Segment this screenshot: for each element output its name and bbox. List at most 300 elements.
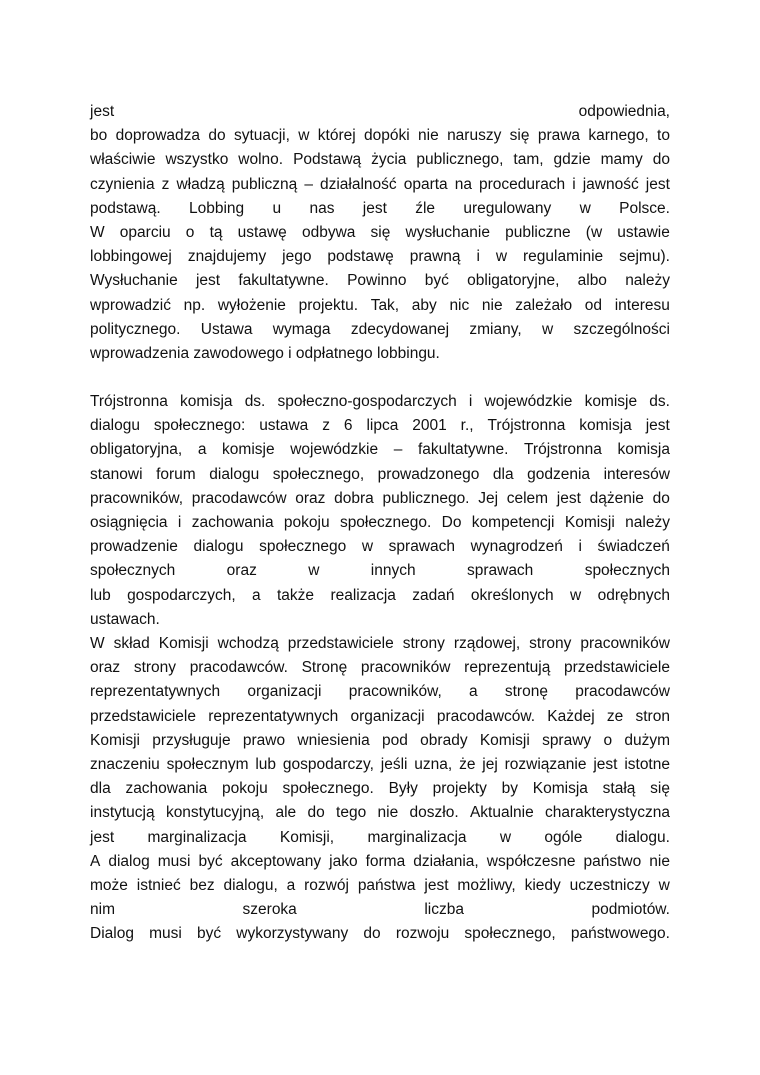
text-line [90, 438, 670, 462]
word: ze [606, 707, 624, 725]
word: i [468, 393, 473, 410]
text-line [90, 559, 670, 583]
word: oraz [90, 659, 121, 677]
word: należy [625, 272, 670, 290]
word: ustawa [259, 417, 309, 435]
word: bo [90, 127, 108, 145]
word: ale [275, 804, 297, 822]
word: podstawę [327, 248, 394, 266]
word: ustawie [617, 224, 670, 241]
word: się [370, 224, 391, 241]
word: oraz [226, 562, 257, 580]
word: jest [362, 199, 387, 217]
word: określonych [470, 586, 554, 604]
text-line [90, 680, 670, 704]
word: komisja [617, 441, 670, 459]
word: rozwój [304, 877, 349, 894]
word: państwo [583, 852, 642, 870]
word: sprawach [388, 538, 455, 556]
word: wprowadzić [90, 296, 171, 314]
word: pracowników, [348, 683, 442, 701]
word: a [197, 441, 207, 459]
word: kompetencji [471, 514, 555, 531]
word: jest [645, 417, 670, 435]
word: komisja [179, 393, 233, 410]
word: gospodarczych, [127, 586, 236, 604]
word: dialog [108, 852, 150, 870]
word: strony [529, 635, 572, 652]
text-line [90, 826, 670, 850]
text-line [90, 245, 670, 269]
word: w [308, 562, 320, 580]
word: Jej [478, 489, 499, 507]
word: dialogu [90, 417, 140, 435]
word: lub [255, 756, 277, 773]
word: wszystko [165, 151, 229, 169]
word: Powinno [347, 272, 407, 290]
word: o [603, 731, 613, 749]
word: znaczeniu [90, 756, 160, 773]
word: komisje [584, 393, 638, 410]
word: publiczne [505, 224, 571, 241]
word: reprezentują [464, 659, 551, 677]
word: Wysłuchanie [90, 272, 178, 290]
word: prawa [537, 127, 581, 145]
word: być [424, 272, 449, 290]
text-line [90, 173, 670, 197]
word: 6 [343, 417, 353, 435]
word: wysłuchanie [405, 224, 490, 241]
word: możliwy, [457, 877, 516, 894]
word: zdecydowanej [350, 320, 450, 338]
word: znajdujemy [187, 248, 267, 266]
text-line [90, 632, 670, 656]
word: się [650, 780, 670, 798]
word: Do [441, 514, 462, 531]
word: działalność [319, 175, 397, 193]
word: zmiany, [469, 320, 522, 338]
word: przedstawiciele [90, 707, 196, 725]
word: w [361, 538, 374, 556]
word: doprowadza [115, 127, 201, 145]
word: mamy [600, 151, 643, 169]
word: projekty [432, 780, 487, 798]
word: dopóki [364, 127, 410, 145]
word: społecznego, [272, 465, 365, 483]
word: zachowania [191, 514, 274, 531]
word: 2001 [412, 417, 447, 435]
word: w [541, 320, 554, 338]
word: dążenie [589, 489, 644, 507]
word: istnieć [136, 877, 181, 894]
text-line [90, 898, 670, 922]
word: przedstawiciele [564, 659, 670, 677]
text-line [90, 318, 670, 342]
text-line [90, 801, 670, 825]
word: wprowadzenia zawodowego i odpłatnego lobbingu. [90, 345, 440, 362]
text-line [90, 705, 670, 729]
word: dialogu [209, 465, 260, 483]
word: stron [635, 707, 670, 725]
word: sytuacji, [233, 127, 290, 145]
text-line [90, 294, 670, 318]
word: się [509, 127, 530, 145]
word: gdzie [553, 151, 591, 169]
text-line [90, 777, 670, 801]
word: jest [645, 175, 670, 193]
text-line [90, 221, 670, 245]
word: W [90, 635, 105, 652]
word: – [304, 175, 313, 193]
word: wymaga [272, 320, 331, 338]
word: stałą [602, 780, 636, 798]
word: czynienia [90, 175, 155, 193]
word: dobra [334, 489, 374, 507]
word: naruszy [447, 127, 502, 145]
word: państwa [357, 877, 416, 894]
word: nas [309, 199, 335, 217]
word: władzą [176, 175, 225, 193]
word: nie [481, 296, 503, 314]
text-line [90, 390, 670, 414]
word: jako [329, 852, 358, 870]
word: być [198, 852, 223, 870]
word: bez [189, 877, 215, 894]
word: dialogu. [615, 828, 670, 846]
word: uzna, [414, 756, 453, 773]
word: dialogu, [223, 877, 278, 894]
word: jest [90, 103, 115, 120]
text-line [90, 656, 670, 680]
word: Stronę [301, 659, 348, 677]
word: właściwie [90, 151, 156, 169]
word: jawność [582, 175, 639, 193]
word: komisja [579, 417, 632, 435]
word: dla [90, 780, 111, 798]
word: społecznego, [464, 925, 556, 943]
word: jego [282, 248, 312, 266]
word: ustawach. [90, 610, 160, 628]
text-line [90, 753, 670, 777]
word: społeczno-gospodarczych [277, 393, 457, 410]
word: od [584, 296, 603, 314]
word: uregulowany [463, 199, 552, 217]
word: pracodawców [191, 489, 287, 507]
word: Tak, [370, 296, 400, 314]
word: pracowników [580, 635, 670, 652]
word: dla [492, 465, 514, 483]
word: do [307, 804, 325, 822]
word: innych [370, 562, 416, 580]
word: a [469, 683, 478, 701]
word: np. [183, 296, 206, 314]
word: w [298, 127, 310, 145]
word: komisje [222, 441, 275, 459]
word: realizacja [330, 586, 396, 604]
word: i [572, 175, 576, 193]
word: publicznego, [416, 151, 504, 169]
text-line [90, 922, 670, 946]
word: której [317, 127, 356, 145]
word: Aktualnie [469, 804, 534, 822]
word: – [393, 441, 403, 459]
word: pracodawców. [189, 659, 288, 677]
text-line [90, 511, 670, 535]
word: jeśli [380, 756, 408, 773]
word: W [90, 224, 105, 241]
word: wniesienia [297, 731, 370, 749]
word: Komisji [158, 635, 209, 652]
word: wojewódzkie [484, 393, 573, 410]
word: pokoju [222, 780, 268, 798]
word: Trójstronna [487, 417, 566, 435]
word: podstawą. [90, 199, 161, 217]
word: procedurach [479, 175, 566, 193]
word: ustawę [237, 224, 287, 241]
word: lub [90, 586, 111, 604]
word: regulaminie [523, 248, 604, 266]
word: wynagrodzeń [470, 538, 563, 556]
word: (w [585, 224, 603, 241]
word: forma [365, 852, 406, 870]
word: uczestniczy [569, 877, 650, 894]
word: sprawy [542, 731, 592, 749]
word: wolno. [238, 151, 284, 169]
word: marginalizacja [147, 828, 247, 846]
word: pod [382, 731, 408, 749]
word: jest [593, 756, 618, 773]
word: lobbingowej [90, 248, 172, 266]
word: Każdej [547, 707, 595, 725]
word: to [657, 127, 670, 145]
word: społecznych [584, 562, 670, 580]
word: aby [411, 296, 437, 314]
word: tego [336, 804, 367, 822]
word: i [177, 514, 182, 531]
word: osiągnięcia [90, 514, 168, 531]
word: być [197, 925, 222, 943]
word: na [454, 175, 472, 193]
word: strony [133, 659, 177, 677]
word: także [277, 586, 315, 604]
word: jest [424, 877, 449, 894]
word: społecznego. [339, 514, 432, 531]
word: społecznego. [282, 780, 374, 798]
text-line [90, 269, 670, 293]
word: stronę [504, 683, 548, 701]
word: należy [625, 514, 670, 531]
word: reprezentatywnych [90, 683, 221, 701]
word: Komisji [479, 731, 530, 749]
word: do [652, 151, 670, 169]
word: odpowiednia, [578, 103, 670, 120]
word: Były [388, 780, 418, 798]
word: musi [149, 925, 182, 943]
word: do [652, 489, 670, 507]
word: fakultatywne. [238, 272, 329, 290]
word: celem [506, 489, 549, 507]
word: nic [449, 296, 470, 314]
text-line [90, 197, 670, 221]
word: godzenia [527, 465, 591, 483]
word: strony [402, 635, 445, 652]
word: reprezentatywnych [208, 707, 339, 725]
word: nie [418, 127, 439, 145]
word: nie [649, 852, 670, 870]
word: prowadzenie [90, 538, 178, 556]
word: odrębnych [597, 586, 670, 604]
word: ogóle [544, 828, 583, 846]
word: publicznego. [382, 489, 470, 507]
word: wojewódzkie [290, 441, 379, 459]
word: rządowej, [453, 635, 521, 652]
word: Polsce. [619, 199, 670, 217]
word: marginalizacja [367, 828, 467, 846]
word: publiczną [231, 175, 298, 193]
word: społecznego [259, 538, 347, 556]
word: zachowania [125, 780, 208, 798]
word: wchodzą [217, 635, 279, 652]
word: gospodarczy, [282, 756, 374, 773]
word: jest [195, 272, 221, 290]
word: u [272, 199, 282, 217]
word: organizacji [247, 683, 322, 701]
word: musi [157, 852, 191, 870]
word: akceptowany [230, 852, 322, 870]
word: w [579, 199, 591, 217]
text-line [90, 584, 670, 608]
word: a [252, 586, 261, 604]
word: w [658, 877, 670, 894]
word: Komisji [90, 731, 140, 749]
word: pracodawców. [436, 707, 536, 725]
word: lipca [366, 417, 399, 435]
word: wykorzystywany [236, 925, 349, 943]
word: do [208, 127, 226, 145]
word: politycznego. [90, 320, 181, 338]
word: oparciu [119, 224, 171, 241]
word: Ustawa [200, 320, 253, 338]
text-line [90, 874, 670, 898]
text-line [90, 535, 670, 559]
word: obligatoryjne, [467, 272, 560, 290]
word: dużym [624, 731, 670, 749]
word: że [459, 756, 476, 773]
word: pokoju [283, 514, 330, 531]
word: zadań [412, 586, 455, 604]
word: szeroka [242, 901, 297, 919]
word: albo [577, 272, 607, 290]
word: jest [90, 828, 115, 846]
word: obligatoryjna, [90, 441, 183, 459]
word: ds. [244, 393, 266, 410]
text-line [90, 414, 670, 438]
word: społecznych [90, 562, 176, 580]
word: świadczeń [597, 538, 670, 556]
text-line [90, 608, 670, 632]
word: nim [90, 901, 115, 919]
word: forum [156, 465, 196, 483]
word: oparta [403, 175, 448, 193]
word: z [322, 417, 330, 435]
word: wyłożenie [217, 296, 286, 314]
word: by [501, 780, 519, 798]
word: prowadzonego [377, 465, 480, 483]
word: doszło. [409, 804, 459, 822]
word: interesów [603, 465, 670, 483]
word: w [570, 586, 582, 604]
word: o [185, 224, 195, 241]
word: pracowników, [90, 489, 184, 507]
word: skład [113, 635, 150, 652]
word: w [495, 248, 508, 266]
word: nie [377, 804, 399, 822]
text-line [90, 124, 670, 148]
word: w [499, 828, 512, 846]
word: Podstawą [293, 151, 362, 169]
word: a [286, 877, 296, 894]
word: Komisji [564, 514, 615, 531]
text-line [90, 100, 670, 124]
word: sprawach [466, 562, 534, 580]
word: prawo [242, 731, 286, 749]
word: rozwoju [395, 925, 450, 943]
word: źle [415, 199, 436, 217]
word: jej [482, 756, 498, 773]
word: z [161, 175, 170, 193]
word: i [476, 248, 480, 266]
word: Dialog [90, 925, 134, 943]
word: życia [371, 151, 407, 169]
word: pracowników [360, 659, 451, 677]
word: państwowego. [570, 925, 670, 943]
word: Trójstronna [90, 393, 168, 410]
word: działania, [413, 852, 479, 870]
word: szczególności [573, 320, 670, 338]
word: ds. [649, 393, 670, 410]
word: interesu [614, 296, 670, 314]
word: społecznego: [153, 417, 246, 435]
word: sejmu). [619, 248, 670, 266]
word: przedstawiciele [287, 635, 394, 652]
text-line [90, 463, 670, 487]
word: kiedy [524, 877, 561, 894]
word: odbywa [301, 224, 356, 241]
word: stanowi [90, 465, 143, 483]
word: instytucją [90, 804, 155, 822]
word: podmiotów. [591, 901, 670, 919]
word: prawną [409, 248, 461, 266]
word: Komisja [532, 780, 588, 798]
word: A [90, 852, 101, 870]
word: karnego, [588, 127, 649, 145]
word: rozwiązanie [504, 756, 587, 773]
word: Trójstronna [524, 441, 602, 459]
word: projektu. [298, 296, 359, 314]
word: i [578, 538, 582, 556]
word: charakterystyczna [545, 804, 670, 822]
word: może [90, 877, 128, 894]
text-line [90, 342, 670, 366]
word: fakultatywne. [417, 441, 509, 459]
word: Lobbing [189, 199, 245, 217]
word: tam, [513, 151, 544, 169]
word: jest [556, 489, 581, 507]
word: istotne [624, 756, 670, 773]
word: Komisji, [279, 828, 335, 846]
word: organizacji [350, 707, 425, 725]
word: liczba [424, 901, 464, 919]
